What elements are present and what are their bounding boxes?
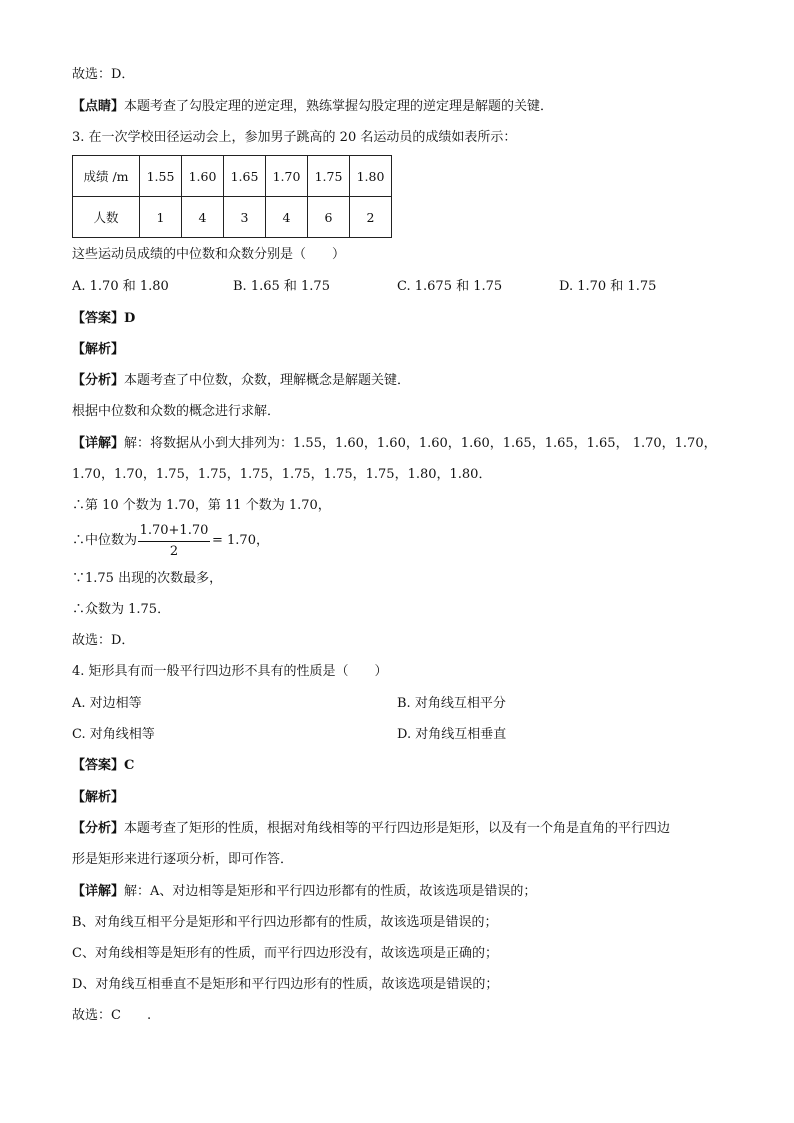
table-cell: 3 xyxy=(224,197,266,238)
table-header-cell: 1.75 xyxy=(308,156,350,197)
detail-text: 解：将数据从小到大排列为：1.55，1.60，1.60，1.60，1.60，1.65，1.65，1.65， 1.70，1.70， xyxy=(124,436,717,451)
q3-mode-reason: ∵1.75 出现的次数最多， xyxy=(72,571,223,586)
detail-text: 解：A、对边相等是矩形和平行四边形都有的性质，故该选项是错误的； xyxy=(124,884,537,899)
question-4-stem: 4. 矩形具有而一般平行四边形不具有的性质是（ ） xyxy=(72,664,388,679)
fenxi-tag: 【分析】 xyxy=(72,821,125,836)
prev-remark xyxy=(72,98,553,116)
prev-choice: 故选：D． xyxy=(72,67,135,82)
q4-choose: 故选：C . xyxy=(72,1008,152,1023)
table-cell: 6 xyxy=(308,197,350,238)
q4-option-c: C. 对角线相等 xyxy=(72,727,155,742)
table-header-cell: 1.55 xyxy=(140,156,182,197)
fraction-numerator: 1.70+1.70 xyxy=(139,523,209,538)
q4-detail-d: D、对角线互相垂直不是矩形和平行四边形有的性质，故该选项是错误的； xyxy=(72,977,499,992)
q3-detail xyxy=(72,435,717,453)
q3-median-prefix: ∴中位数为 xyxy=(72,533,138,548)
q4-answer: 【答案】C xyxy=(72,758,135,773)
question-3-stem: 3. 在一次学校田径运动会上，参加男子跳高的 20 名运动员的成绩如表所示： xyxy=(72,130,517,145)
fenxi-tag: 【分析】 xyxy=(72,373,125,388)
remark-tag: 【点睛】 xyxy=(72,99,125,114)
q4-detail xyxy=(72,883,536,901)
q4-fenxi xyxy=(72,820,670,838)
detail-tag: 【详解】 xyxy=(72,436,125,451)
q4-detail-c: C、对角线相等是矩形有的性质，而平行四边形没有，故该选项是正确的； xyxy=(72,946,498,961)
q3-choose: 故选：D． xyxy=(72,633,135,648)
q3-detail-cont: 1.70，1.70，1.75，1.75，1.75，1.75，1.75，1.75，1.80，1.80． xyxy=(72,467,492,482)
q3-option-b: B. 1.65 和 1.75 xyxy=(233,279,330,294)
fenxi-text: 本题考查了中位数，众数，理解概念是解题关键． xyxy=(124,373,411,388)
q3-mode: ∴众数为 1.75． xyxy=(72,602,171,617)
table-cell: 1 xyxy=(140,197,182,238)
detail-tag: 【详解】 xyxy=(72,884,125,899)
table-cell: 4 xyxy=(266,197,308,238)
fraction-bar xyxy=(138,541,210,542)
q3-analysis-heading: 【解析】 xyxy=(72,342,125,357)
q4-detail-b: B、对角线互相平分是矩形和平行四边形都有的性质，故该选项是错误的； xyxy=(72,915,498,930)
table-header-cell: 1.60 xyxy=(182,156,224,197)
q4-option-b: B. 对角线互相平分 xyxy=(397,696,506,711)
q4-option-a: A. 对边相等 xyxy=(72,696,142,711)
q4-analysis-heading: 【解析】 xyxy=(72,790,125,805)
q3-option-a: A. 1.70 和 1.80 xyxy=(72,279,169,294)
table-cell: 2 xyxy=(350,197,392,238)
table-header-cell: 1.65 xyxy=(224,156,266,197)
table-header-cell: 1.70 xyxy=(266,156,308,197)
table-row xyxy=(73,197,392,238)
median-fraction xyxy=(138,522,210,561)
q3-answer: 【答案】D xyxy=(72,311,136,326)
q3-median-suffix: = 1.70， xyxy=(212,533,269,548)
question-3-ask: 这些运动员成绩的中位数和众数分别是（ ） xyxy=(72,247,346,262)
q4-fenxi-cont: 形是矩形来进行逐项分析，即可作答． xyxy=(72,852,294,867)
fraction-denominator: 2 xyxy=(169,544,179,559)
score-table xyxy=(72,155,392,238)
table-header-cell: 1.80 xyxy=(350,156,392,197)
table-row-label: 人数 xyxy=(73,197,140,238)
q3-step1: ∴第 10 个数为 1.70，第 11 个数为 1.70， xyxy=(72,498,331,513)
q3-fenxi xyxy=(72,372,410,390)
q3-basis: 根据中位数和众数的概念进行求解． xyxy=(72,404,281,419)
remark-text: 本题考查了勾股定理的逆定理，熟练掌握勾股定理的逆定理是解题的关键． xyxy=(124,99,554,114)
table-header-row xyxy=(73,156,392,197)
table-header-label: 成绩 /m xyxy=(73,156,140,197)
q3-option-c: C. 1.675 和 1.75 xyxy=(397,279,503,294)
q3-option-d: D. 1.70 和 1.75 xyxy=(559,279,657,294)
table-cell: 4 xyxy=(182,197,224,238)
q4-option-d: D. 对角线互相垂直 xyxy=(397,727,507,742)
fenxi-text: 本题考查了矩形的性质，根据对角线相等的平行四边形是矩形，以及有一个角是直角的平行四边 xyxy=(124,821,671,836)
